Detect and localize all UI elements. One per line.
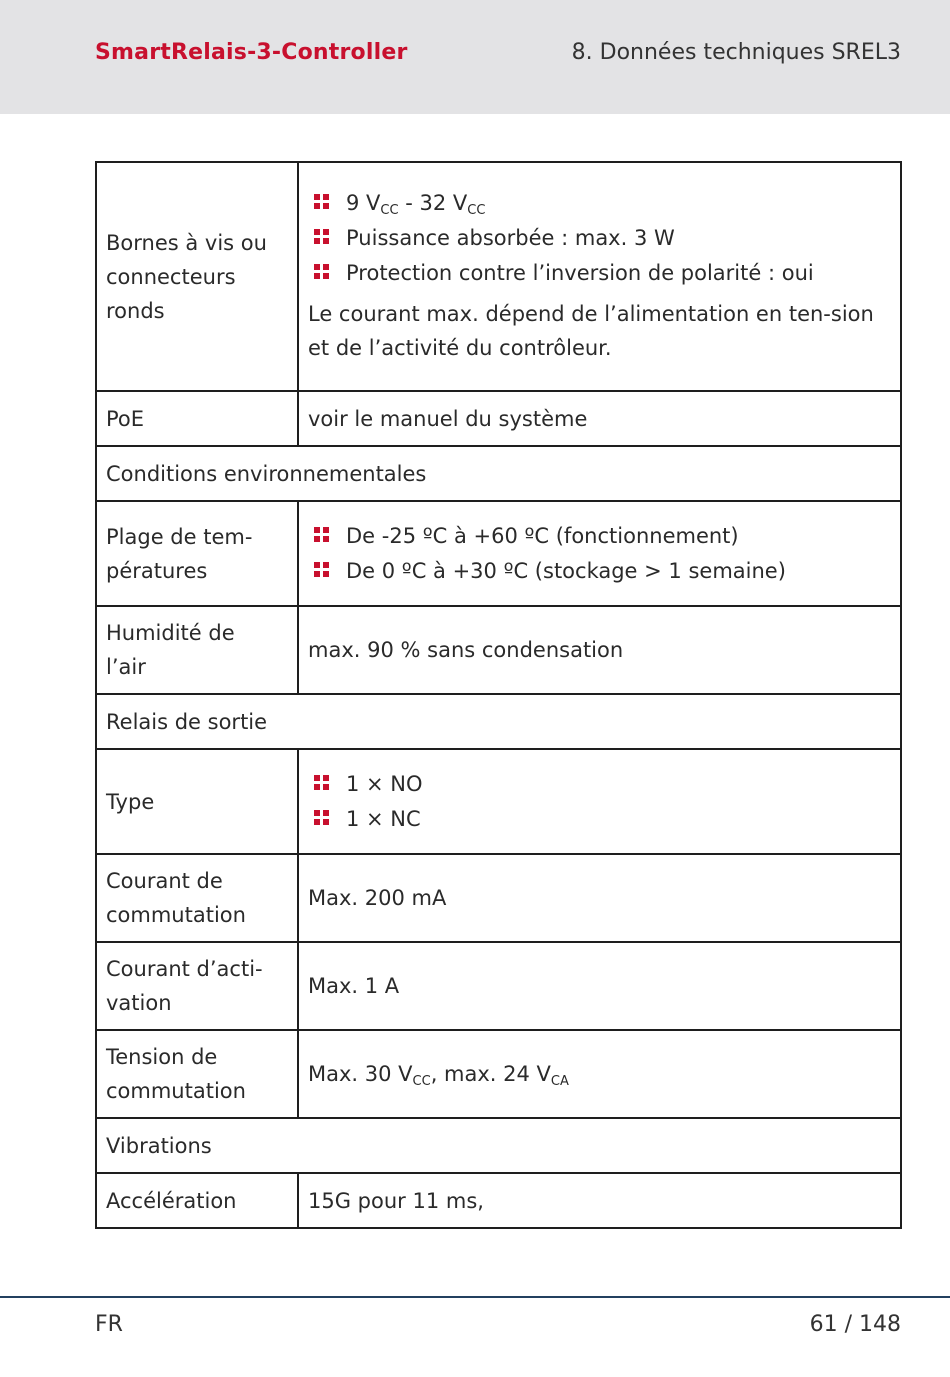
voltage-value: , max. 24 V (430, 1062, 551, 1086)
voltage-subscript: CC (380, 202, 399, 218)
item-text: Protection contre l’inversion de polarité : oui (346, 260, 814, 285)
bullet-icon (314, 264, 329, 279)
voltage-subscript: CC (412, 1074, 431, 1089)
table-row (96, 942, 901, 1030)
item-text: Puissance absorbée : max. 3 W (346, 225, 675, 250)
bullet-icon (314, 194, 329, 209)
voltage-subscript: CA (550, 1074, 569, 1089)
table-row (96, 854, 901, 942)
table-row (96, 1030, 901, 1118)
label-cell: Type (96, 749, 298, 854)
label-cell: PoE (96, 391, 298, 446)
voltage-subscript: CC (467, 202, 486, 218)
bullet-icon (314, 775, 329, 790)
list-item (308, 190, 891, 218)
value-cell (298, 162, 901, 391)
label-cell (96, 162, 298, 391)
bullet-icon (314, 527, 329, 542)
voltage-value: 9 V (346, 190, 381, 215)
language-code: FR (95, 1312, 123, 1337)
page-header (0, 0, 950, 114)
row-label: Bornes à vis ou connecteurs ronds (106, 230, 267, 323)
value-cell (298, 749, 901, 854)
row-label: Courant de commutation (106, 869, 246, 927)
table-row (96, 391, 901, 446)
table-row (96, 1173, 901, 1228)
value-cell: Max. 1 A (298, 942, 901, 1030)
label-cell (96, 942, 298, 1030)
spec-table (95, 161, 902, 1229)
table-row (96, 501, 901, 606)
label-cell (96, 606, 298, 694)
value-cell (298, 501, 901, 606)
item-text: 1 × NC (346, 807, 421, 831)
list-item (308, 262, 891, 284)
section-title: 8. Données techniques SREL3 (571, 40, 901, 65)
note-text: Le courant max. dépend de l’alimentation en ten-sion et de l’activité du contrôleur. (308, 301, 874, 360)
item-text: De -25 ºC à +60 ºC (fonctionnement) (346, 524, 739, 548)
row-label: Humidité de l’air (106, 621, 235, 679)
section-row (96, 1118, 901, 1173)
bullet-icon (314, 229, 329, 244)
document-title: SmartRelais-3-Controller (95, 40, 408, 65)
list-item (308, 525, 891, 547)
row-label: Tension de commutation (106, 1045, 246, 1103)
value-cell: max. 90 % sans condensation (298, 606, 901, 694)
bullet-icon (314, 810, 329, 825)
bullet-list (308, 525, 891, 582)
value-cell: 15G pour 11 ms, (298, 1173, 901, 1228)
value-cell (298, 1030, 901, 1118)
section-heading: Relais de sortie (96, 694, 901, 749)
voltage-separator: - 32 V (398, 190, 468, 215)
label-cell: Accélération (96, 1173, 298, 1228)
page-number: 61 / 148 (809, 1312, 901, 1337)
label-cell (96, 501, 298, 606)
list-item (308, 560, 891, 582)
table-row (96, 606, 901, 694)
row-label: Plage de tem-pératures (106, 524, 253, 583)
bullet-icon (314, 562, 329, 577)
value-cell: voir le manuel du système (298, 391, 901, 446)
footer-divider (0, 1296, 950, 1298)
row-label: Courant d’acti-vation (106, 957, 263, 1015)
list-item (308, 808, 891, 830)
list-item (308, 773, 891, 795)
list-item (308, 227, 891, 249)
label-cell (96, 854, 298, 942)
label-cell (96, 1030, 298, 1118)
bullet-list (308, 192, 891, 284)
section-row (96, 446, 901, 501)
item-text: 1 × NO (346, 772, 423, 796)
section-heading: Vibrations (96, 1118, 901, 1173)
table-row (96, 749, 901, 854)
value-cell: Max. 200 mA (298, 854, 901, 942)
table-row (96, 162, 901, 391)
section-heading: Conditions environnementales (96, 446, 901, 501)
voltage-value: Max. 30 V (308, 1062, 413, 1086)
bullet-list (308, 773, 891, 830)
section-row (96, 694, 901, 749)
item-text: De 0 ºC à +30 ºC (stockage > 1 semaine) (346, 559, 786, 583)
